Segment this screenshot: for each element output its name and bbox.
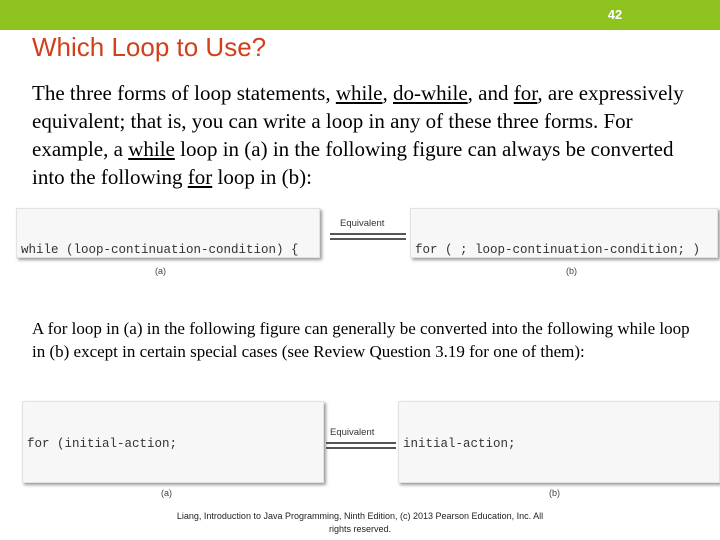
text-segment: loop in (a) in the following figure can always be converted into the following [32, 137, 674, 189]
while-loop-code-box [16, 208, 320, 258]
equivalent-line [330, 233, 406, 235]
text-segment: , and [467, 81, 514, 105]
keyword-while: while [335, 81, 383, 105]
for-loop-code-box [410, 208, 718, 258]
code-line: while (loop-continuation-condition) { [21, 243, 299, 257]
caption-a: (a) [161, 488, 172, 498]
caption-b: (b) [566, 266, 577, 276]
text-segment: , [382, 81, 393, 105]
page-number: 42 [607, 7, 623, 22]
caption-a: (a) [155, 266, 166, 276]
footer-line: Liang, Introduction to Java Programming, Ninth Edition, (c) 2013 Pearson Education, Inc. All [176, 511, 544, 521]
keyword-do-while: do-while [393, 81, 468, 105]
footer-line: rights reserved. [328, 524, 392, 534]
equivalent-label: Equivalent [340, 218, 385, 229]
code-line: for (initial-action; [27, 437, 178, 451]
keyword-while: while [128, 137, 175, 161]
while-loop-code-box [398, 401, 720, 483]
second-paragraph: A for loop in (a) in the following figure can generally be converted into the following while loop in (b) except in certain special cases (see Review Question 3.19 for one of them): [32, 319, 690, 361]
equivalent-line [326, 442, 396, 444]
keyword-for: for [187, 165, 213, 189]
code-line: for ( ; loop-continuation-condition; ) [415, 243, 701, 257]
text-segment: , are expressively equivalent; that is, you can write a loop in any of these three forms. For example, a [32, 81, 684, 161]
equivalent-line [326, 447, 396, 449]
for-loop-code-box [22, 401, 324, 483]
caption-b: (b) [549, 488, 560, 498]
equivalent-line [330, 238, 406, 240]
equivalent-label: Equivalent [330, 427, 375, 438]
intro-paragraph [32, 79, 697, 191]
keyword-for: for [513, 81, 538, 105]
text-segment: The three forms of loop statements, [32, 81, 336, 105]
text-segment: loop in (b): [212, 165, 312, 189]
copyright-footer [130, 510, 590, 536]
slide-title: Which Loop to Use? [32, 32, 267, 62]
code-line: initial-action; [403, 437, 516, 451]
